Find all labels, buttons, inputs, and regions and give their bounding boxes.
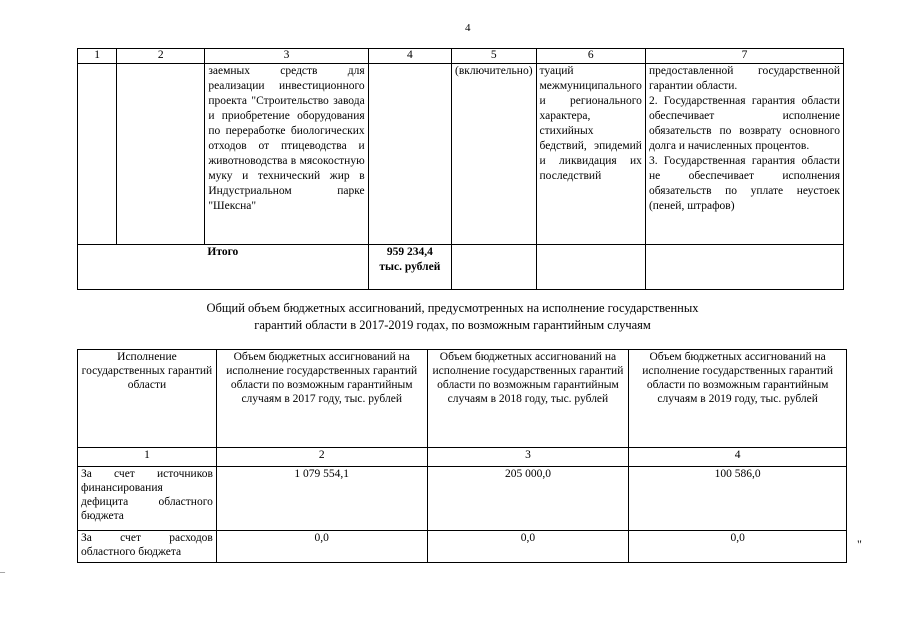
table-cell (78, 64, 117, 245)
header-cell: Исполнение государственных гарантий области (78, 350, 217, 448)
caption-line: гарантий области в 2017-2019 годах, по возможным гарантийным случаям (254, 318, 651, 332)
table-cell (368, 64, 451, 245)
column-number: 4 (629, 448, 847, 467)
header-cell: Объем бюджетных ассигнований на исполнение государственных гарантий области по возможным гарантийным случаям в 2019 году, тыс. рублей (629, 350, 847, 448)
project-description: заемных средств для реализации инвестиционного проекта "Строительство завода и приобретение оборудования по переработке биологических отходов от птицеводства и животноводства в мясокостную муку и технический жир в Индустриальном парке "Шексна" (205, 64, 368, 245)
header-cell: Объем бюджетных ассигнований на исполнение государственных гарантий области по возможным гарантийным случаям в 2018 году, тыс. рублей (427, 350, 629, 448)
value-2019: 0,0 (629, 531, 847, 563)
condition-text: предоставленной государственной гарантии области. (648, 65, 840, 92)
closing-quote: " (857, 537, 862, 551)
value-2018: 205 000,0 (427, 467, 629, 531)
table-cell (452, 245, 537, 290)
column-number: 3 (205, 49, 368, 64)
column-number: 3 (427, 448, 629, 467)
value-2018: 0,0 (427, 531, 629, 563)
table-header-row (78, 350, 847, 448)
table-header-row (78, 49, 844, 64)
condition-text: 3. Государственная гарантия области не обеспечивает исполнения обязательств по уплате неустоек (пеней, штрафов) (648, 155, 840, 212)
value-2017: 0,0 (216, 531, 427, 563)
guarantee-table (77, 48, 844, 290)
section-caption (0, 300, 905, 334)
table-row (78, 64, 844, 245)
table-cell (536, 245, 645, 290)
column-number: 1 (78, 448, 217, 467)
total-unit: тыс. рублей (379, 261, 441, 273)
page-number: 4 (465, 22, 471, 34)
total-row (78, 245, 844, 290)
table-cell (117, 64, 205, 245)
guarantee-conditions (645, 64, 843, 245)
total-value (368, 245, 451, 290)
condition-text: 2. Государственная гарантия области обеспечивает исполнение обязательств по возврату основного долга и начисленных процентов. (648, 95, 840, 152)
table-row (78, 467, 847, 531)
column-number: 2 (117, 49, 205, 64)
situation-description: туаций межмуниципального и регионального характера, стихийных бедствий, эпидемий и ликвидация их последствий (536, 64, 645, 245)
column-number: 5 (452, 49, 537, 64)
column-number-row (78, 448, 847, 467)
column-number: 6 (536, 49, 645, 64)
value-2019: 100 586,0 (629, 467, 847, 531)
row-label: За счет источников финансирования дефицита областного бюджета (78, 467, 217, 531)
column-number: 4 (368, 49, 451, 64)
value-2017: 1 079 554,1 (216, 467, 427, 531)
header-cell: Объем бюджетных ассигнований на исполнение государственных гарантий области по возможным гарантийным случаям в 2017 году, тыс. рублей (216, 350, 427, 448)
row-label: За счет расходов областного бюджета (78, 531, 217, 563)
column-number: 7 (645, 49, 843, 64)
budget-allocation-table (77, 349, 847, 563)
table-cell (645, 245, 843, 290)
caption-line: Общий объем бюджетных ассигнований, предусмотренных на исполнение государственных (206, 301, 699, 315)
total-label: Итого (78, 245, 369, 290)
column-number: 1 (78, 49, 117, 64)
period-note: (включительно) (452, 64, 537, 245)
table-row (78, 531, 847, 563)
margin-mark: – (0, 567, 5, 578)
column-number: 2 (216, 448, 427, 467)
total-amount: 959 234,4 (386, 246, 433, 258)
